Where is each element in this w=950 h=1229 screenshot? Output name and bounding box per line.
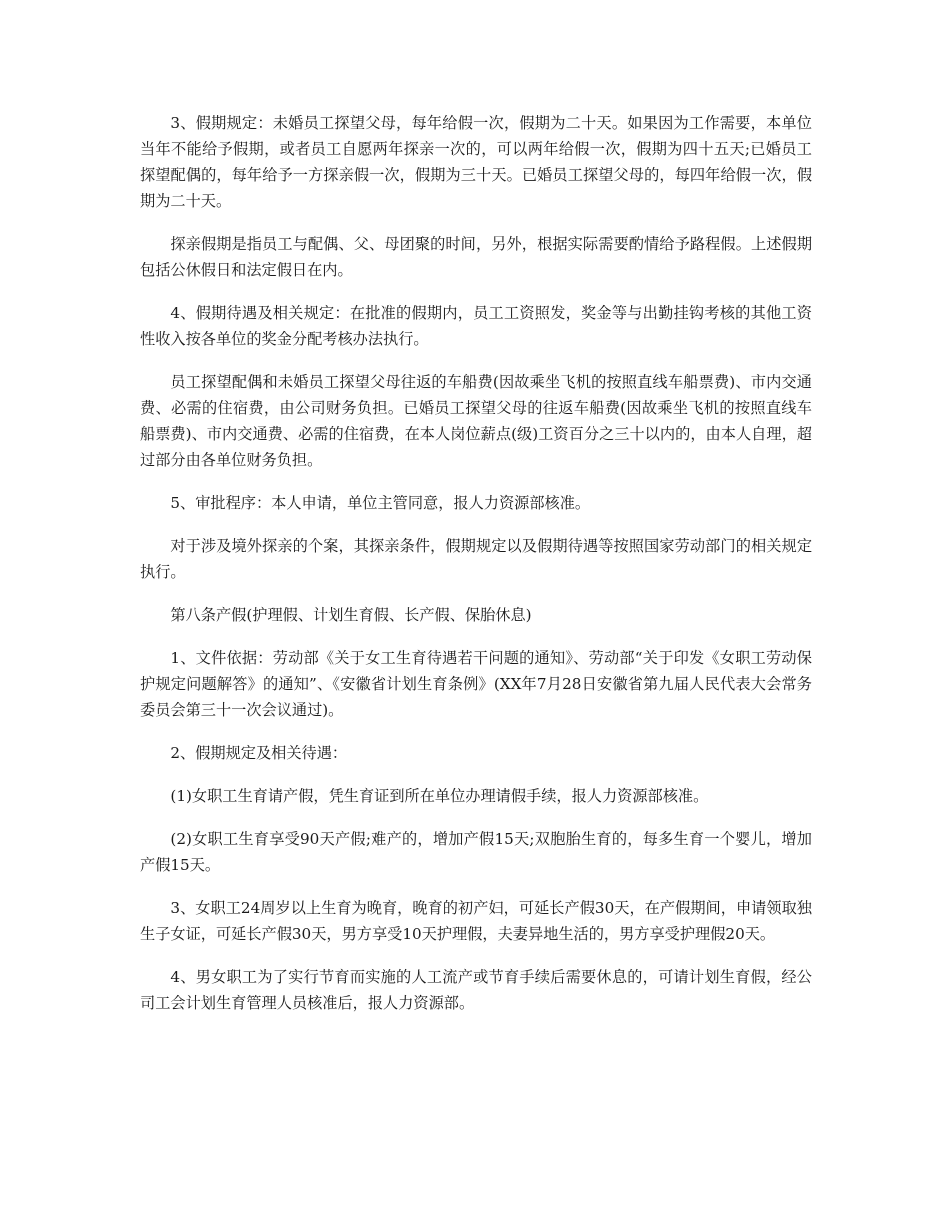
paragraph-maternity-duration: (2)女职工生育享受90天产假;难产的，增加产假15天;双胞胎生育的，每多生育一个婴儿，增加产假15天。 <box>140 830 812 874</box>
paragraph-home-leave-definition: 探亲假期是指员工与配偶、父、母团聚的时间，另外，根据实际需要酌情给予路程假。上述假期包括公休假日和法定假日在内。 <box>140 235 812 279</box>
paragraph-home-leave-rules: 3、假期规定：未婚员工探望父母，每年给假一次，假期为二十天。如果因为工作需要，本单位当年不能给予假期，或者员工自愿两年探亲一次的，可以两年给假一次，假期为四十五天;已婚员工探望配偶的，每年给予一方探亲假一次，假期为三十天。已婚员工探望父母的，每四年给假一次，假期为二十天。 <box>140 114 812 210</box>
paragraph-family-planning-leave: 4、男女职工为了实行节育而实施的人工流产或节育手续后需要休息的，可请计划生育假，经公司工会计划生育管理人员核准后，报人力资源部。 <box>140 968 812 1012</box>
document-body <box>140 110 812 1033</box>
paragraph-late-childbirth: 3、女职工24周岁以上生育为晚育，晚育的初产妇，可延长产假30天，在产假期间，申请领取独生子女证，可延长产假30天，男方享受10天护理假，夫妻异地生活的，男方享受护理假20天。 <box>140 899 812 943</box>
paragraph-legal-basis: 1、文件依据：劳动部《关于女工生育待遇若干问题的通知》、劳动部“关于印发《女职工劳动保护规定问题解答》的通知”、《安徽省计划生育条例》(XX年7月28日安徽省第九届人民代表大会常务委员会第三十一次会议通过)。 <box>140 649 812 719</box>
paragraph-overseas-visits: 对于涉及境外探亲的个案，其探亲条件，假期规定以及假期待遇等按照国家劳动部门的相关规定执行。 <box>140 537 812 581</box>
paragraph-leave-provisions-heading: 2、假期规定及相关待遇： <box>170 744 348 762</box>
paragraph-maternity-application: (1)女职工生育请产假，凭生育证到所在单位办理请假手续，报人力资源部核准。 <box>170 787 709 805</box>
paragraph-leave-benefits: 4、假期待遇及相关规定：在批准的假期内，员工工资照发，奖金等与出勤挂钩考核的其他工资性收入按各单位的奖金分配考核办法执行。 <box>140 304 812 348</box>
paragraph-approval-procedure: 5、审批程序：本人申请，单位主管同意，报人力资源部核准。 <box>170 494 591 512</box>
section-heading-article-8: 第八条产假(护理假、计划生育假、长产假、保胎休息) <box>170 606 532 624</box>
paragraph-travel-expenses: 员工探望配偶和未婚员工探望父母往返的车船费(因故乘坐飞机的按照直线车船票费)、市内交通费、必需的住宿费，由公司财务负担。已婚员工探望父母的往返车船费(因故乘坐飞机的按照直线车船票费)、市内交通费、必需的住宿费，在本人岗位薪点(级)工资百分之三十以内的，由本人自理，超过部分由各单位财务负担。 <box>140 373 812 469</box>
